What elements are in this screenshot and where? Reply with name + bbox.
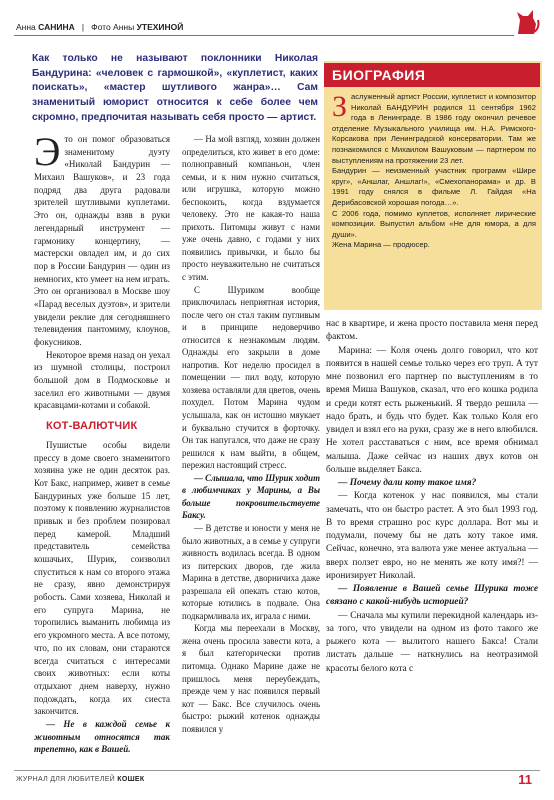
- paragraph: Пушистые особы видели прессу в доме своего знаменитого хозяина уже не один десяток раз. Кот Бакс, например, живет в семье Бандуриных уже больше 15 лет, поэтому к появлению журналистов привык и без проблем позировал перед камерой. Младший представитель семейства кошачьих, Шурик, соизволил спуститься к нам со второго этажа не сразу, явно демонстрируя робость. Сами хозяева, Николай и его супруга Марина, не торопились выманить любимца из его укромного места. А все потому, что, по их словам, они стараются всегда считаться с интересами своих животных: если коты отдыхают днем наверху, нужно подождать, когда их сиеста закончится.: [34, 439, 170, 717]
- column-2: [182, 133, 320, 735]
- credits: Анна САНИНА | Фото Анны УТЕХИНОЙ: [16, 22, 184, 32]
- article-dropcap: Э: [34, 129, 61, 174]
- photo-name: УТЕХИНОЙ: [136, 22, 184, 32]
- page-number: 11: [518, 772, 532, 787]
- column-3: [326, 318, 538, 676]
- photo-prefix: Фото Анны: [91, 22, 135, 32]
- paragraph: — Когда котенок у нас появился, мы стали замечать, что он быстро растет. А это был 1993 год. В то время страшно рос курс доллара. Вот мы и подумали, почему бы не дать коту такое имя. Сейчас, конечно, эта валюта уже менее актуальна — вверх ползет евро, но не менять же коту имя?! — иронизирует Николай.: [326, 491, 538, 581]
- page-header: [14, 4, 540, 38]
- biography-title: БИОГРАФИЯ: [324, 63, 540, 87]
- page-footer: [14, 770, 540, 788]
- biography-box: [324, 61, 542, 310]
- bio-paragraph: С 2006 года, помимо куплетов, исполняет лирические композиции. Выпустил альбом «Не для юмора, а для души».: [332, 208, 536, 239]
- magazine-title: КОШЕК: [117, 776, 145, 783]
- footer-rule: [14, 770, 540, 771]
- bio-paragraph: аслуженный артист России, куплетист и композитор Николай БАНДУРИН родился 11 сентября 1962 года в Ленинграде. В 1986 году окончил речевое отделение Музыкального училища им. Н.А. Римского-Корсакова при Ленинградской консерватории. Там же познакомился с Михаилом Вашуковым — партнером по выступлениям на протяжении 23 лет.: [332, 92, 536, 165]
- cat-silhouette-icon: [514, 6, 540, 36]
- bio-paragraph: Жена Марина — продюсер.: [332, 240, 430, 250]
- paragraph: то он помог образоваться знаменитому дуэту «Николай Бандурин — Михаил Вашуков», и 23 года подряд два друга радовали зрителей шутливыми куплетами. Это он, однажды взяв в руки легендарный инструмент — гармонику концертину, — мастерски овладел им, и до сих пор в России Бандурин — один из немногих, кто умеет на нем играть. Это он организовал в Москве шоу «Парад веселых дуэтов», и зрители увидели реклие для сегодняшнего телевидения пантомиму, клоунов, фокусников.: [34, 134, 170, 347]
- magazine-name: [16, 776, 144, 783]
- paragraph: С Шуриком вообще приключилась неприятная история, после чего он стал таким пугливым и в принципе недоверчиво относится к незнакомым людям. Однажды его закрыли в доме напротив. Кот неделю просидел в помещении — пил воду, которую хозяева оставляли для цветов, очень похудел. Потом Марина чудом услышала, как он истошно мяукает и буквально стучится в форточку. Он так напугался, что даже не сразу решился к нам выйти, в общем, пережил настоящий стресс.: [182, 284, 320, 471]
- paragraph: нас в квартире, и жена просто поставила меня перед фактом.: [326, 319, 538, 343]
- paragraph: — В детстве и юности у меня не было животных, а в семье у супруги живность водилась всегда. В одном из питерских дворов, где жила Марина в детстве, дворничиха даже разрешала ей опекать стаю котов, которые ютились в подвале. Она подкармливала их, играла с ними.: [182, 522, 320, 621]
- lead-paragraph: Как только не называют поклонники Николая Бандурина: «человек с гармошкой», «куплетист, каких поискать», «мастер шутливого жанра»… Сам знаменитый юморист относится к себе более чем скромно, предпочитая называть себя просто — артист.: [32, 53, 318, 123]
- author-name: САНИНА: [38, 22, 75, 32]
- column-1: [34, 129, 170, 756]
- interview-question: — Слышала, что Шурик ходит в любимчиках у Марины, а Вы больше покровительствуете Баксу.: [182, 472, 320, 521]
- header-rule: [14, 35, 514, 36]
- author-prefix: Анна: [16, 22, 36, 32]
- bio-dropcap: З: [332, 90, 348, 123]
- paragraph: Некоторое время назад он уехал из шумной столицы, построил большой дом в Подмосковье и заселил его животными — двумя красавцами-котами и собакой.: [34, 349, 170, 411]
- interview-question: — Не в каждой семье к животным относятся так трепетно, как в Вашей.: [34, 718, 170, 755]
- paragraph: Когда мы переехали в Москву, жена очень просила завести кота, а я был категорически против питомца. Однако Марине даже не пришлось меня переубеждать, прежде чем у нас появился первый кот — Бакс. Все случилось очень быстро: рыжий котенок однажды появился у: [182, 623, 320, 734]
- bio-paragraph: Бандурин — неизменный участник программ «Шире круг», «Аншлаг, Аншлаг!», «Смехопанорама» и др. В 1991 году снялся в фильме Л. Гайдая «На Дерибасовской хорошая погода…».: [332, 166, 536, 207]
- interview-question: — Почему дали коту такое имя?: [338, 478, 477, 488]
- interview-question: — Появление в Вашей семье Шурика тоже связано с какой-нибудь историей?: [326, 584, 538, 608]
- paragraph: — На мой взгляд, хозяин должен определиться, кто живет в его доме: полноправный компаньон, член семьи, и к ним нужно считаться, или игрушка, которую можно беспокоить, когда вздумается человеку. Это не какая-то наша прихоть. Питомцы живут с нами уже очень давно, с годами у них появились привычки, и было бы просто неуважительно не считаться с этим.: [182, 134, 320, 283]
- paragraph: Марина: — Коля очень долго говорил, что кот появится в нашей семье только через его труп. А тут мне позвонил его партнер по выступлениям в то время Миша Вашуков, сказал, что его кошка родила и среди котят есть рыженький. Я твердо решила — надо брать, и будь что будет. Как только Коля его увидел и взял его на руки, сразу же в него влюбился. Не хотел расставаться с ним, все время обнимал малыша. Даже сейчас из наших двух котов он больше выделяет Бакса.: [326, 345, 538, 475]
- magazine-prefix: ЖУРНАЛ ДЛЯ ЛЮБИТЕЛЕЙ: [16, 776, 116, 783]
- section-heading: КОТ-ВАЛЮТЧИК: [46, 420, 138, 433]
- paragraph: — Сначала мы купили перекидной календарь из-за того, что увидели на одном из фото такого же рыжего кота — вылитого нашего Бакса! Стали листать дальше — наткнулись на неотразимой красоты белого кота с: [326, 610, 538, 674]
- biography-text: [332, 92, 536, 251]
